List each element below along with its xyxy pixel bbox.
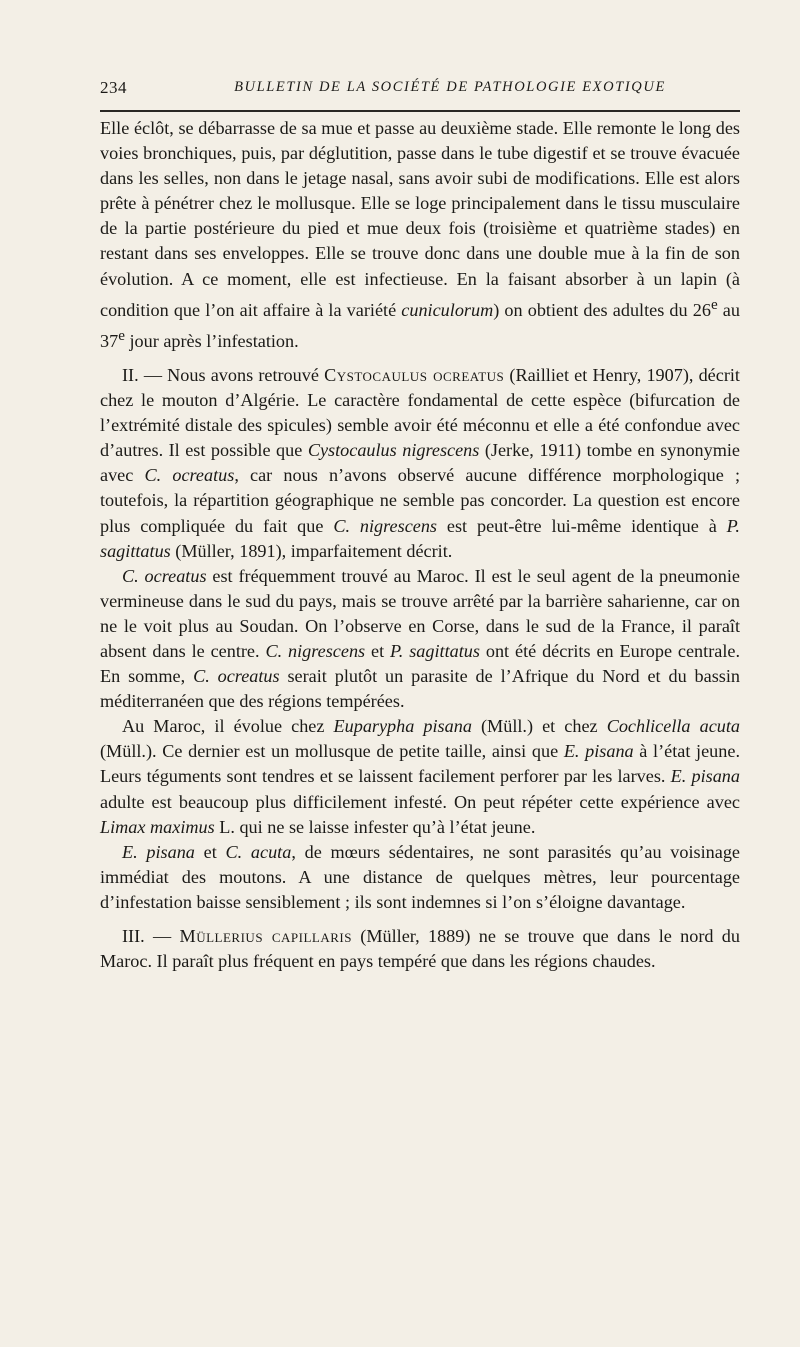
paragraph-section-2: II. — Nous avons retrouvé Cystocaulus ocreatus (Railliet et Henry, 1907), décrit chez le mouton d’Algérie. Le caractère fondamental de cette espèce (bifurcation de l’extrémité distale des spicules) semble avoir été méconnu et elle a été confondue avec d’autres. Il est possible que Cystocaulus nigrescens (Jerke, 1911) tombe en synonymie avec C. ocreatus, car nous n’avons observé aucune différence morphologique ; toutefois, la répartition géographique ne semble pas concorder. La question est encore plus compliquée du fait que C. nigrescens est peut-être lui-même identique à P. sagittatus (Müller, 1891), imparfaitement décrit. <box>100 364 741 561</box>
header-rule <box>100 110 740 112</box>
running-title: BULLETIN DE LA SOCIÉTÉ DE PATHOLOGIE EXOTIQUE <box>234 79 666 95</box>
paragraph-section-3: III. — Müllerius capillaris (Müller, 1889) ne se trouve que dans le nord du Maroc. Il paraît plus fréquent en pays tempéré que dans les régions chaudes. <box>100 926 740 972</box>
paragraph-4: Au Maroc, il évolue chez Euparypha pisana (Müll.) et chez Cochlicella acuta (Müll.). Ce dernier est un mollusque de petite taille, ainsi que E. pisana à l’état jeune. Leurs téguments sont tendres et se laissent facilement perforer par les larves. E. pisana adulte est beaucoup plus difficilement infesté. On peut répéter cette expérience avec Limax maximus L. qui ne se laisse infester qu’à l’état jeune. <box>100 716 741 837</box>
paragraph-3: C. ocreatus est fréquemment trouvé au Maroc. Il est le seul agent de la pneumonie vermineuse dans le sud du pays, mais se trouve arrêté par la barrière saharienne, car on ne le voit plus au Soudan. On l’observe en Corse, dans le sud de la France, il paraît absent dans le centre. C. nigrescens et P. sagittatus ont été décrits en Europe centrale. En somme, C. ocreatus serait plutôt un parasite de l’Afrique du Nord et du bassin méditerranéen que des régions tempérées. <box>100 565 741 712</box>
paragraph-5: E. pisana et C. acuta, de mœurs sédentaires, ne sont parasités qu’au voisinage immédiat des moutons. A une distance de quelques mètres, leur pourcentage d’infestation baisse sensiblement ; ils sont indemnes si l’on s’éloigne davantage. <box>100 841 740 912</box>
body-text <box>100 116 740 974</box>
paragraph-1: Elle éclôt, se débarrasse de sa mue et passe au deuxième stade. Elle remonte le long des voies bronchiques, puis, par déglutition, passe dans le tube digestif et se trouve évacuée dans les selles, non dans le jetage nasal, sans avoir subi de modifications. Elle est alors prête à pénétrer chez le mollusque. Elle se loge principalement dans le tissu musculaire de la partie postérieure du pied et mue deux fois (troisième et quatrième stades) en restant dans ses enveloppes. Elle se trouve donc dans une double mue à la fin de son évolution. A ce moment, elle est infectieuse. En la faisant absorber à un lapin (à condition que l’on ait affaire à la variété cuniculorum) on obtient des adultes du 26e au 37e jour après l’infestation. <box>100 118 740 351</box>
page-header <box>100 78 740 104</box>
page-number: 234 <box>100 78 127 97</box>
